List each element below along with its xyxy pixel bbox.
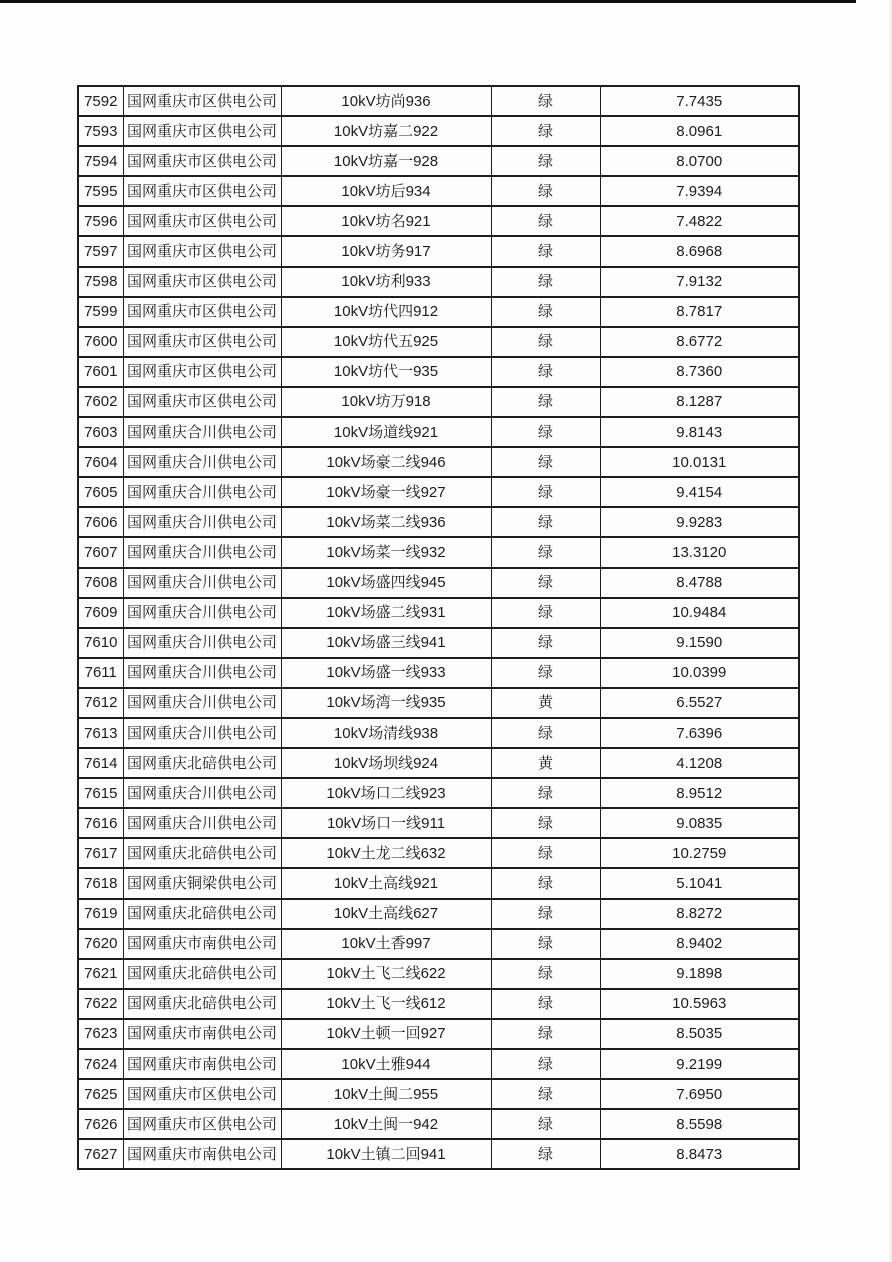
line-name-cell: 10kV土高线921 <box>281 868 491 898</box>
company-cell: 国网重庆北碚供电公司 <box>123 989 281 1019</box>
table-row <box>78 688 799 718</box>
company-cell: 国网重庆市区供电公司 <box>123 387 281 417</box>
company-cell: 国网重庆市南供电公司 <box>123 1019 281 1049</box>
value-cell: 7.4822 <box>600 206 799 236</box>
value-cell: 9.9283 <box>600 507 799 537</box>
serial-number-cell: 7627 <box>78 1139 123 1169</box>
table-row <box>78 297 799 327</box>
page-top-edge <box>0 0 856 3</box>
table-row <box>78 868 799 898</box>
table-row <box>78 267 799 297</box>
value-cell: 8.1287 <box>600 387 799 417</box>
status-cell: 绿 <box>491 868 600 898</box>
serial-number-cell: 7598 <box>78 267 123 297</box>
company-cell: 国网重庆市区供电公司 <box>123 206 281 236</box>
company-cell: 国网重庆市区供电公司 <box>123 1109 281 1139</box>
line-name-cell: 10kV场盛三线941 <box>281 628 491 658</box>
serial-number-cell: 7625 <box>78 1079 123 1109</box>
status-cell: 绿 <box>491 568 600 598</box>
company-cell: 国网重庆合川供电公司 <box>123 417 281 447</box>
status-cell: 绿 <box>491 989 600 1019</box>
serial-number-cell: 7621 <box>78 959 123 989</box>
status-cell: 黄 <box>491 748 600 778</box>
line-name-cell: 10kV场盛四线945 <box>281 568 491 598</box>
value-cell: 8.4788 <box>600 568 799 598</box>
status-cell: 绿 <box>491 116 600 146</box>
serial-number-cell: 7609 <box>78 598 123 628</box>
status-cell: 绿 <box>491 1019 600 1049</box>
status-cell: 绿 <box>491 899 600 929</box>
table-row <box>78 1139 799 1169</box>
serial-number-cell: 7626 <box>78 1109 123 1139</box>
line-name-cell: 10kV场道线921 <box>281 417 491 447</box>
status-cell: 绿 <box>491 838 600 868</box>
serial-number-cell: 7600 <box>78 327 123 357</box>
serial-number-cell: 7611 <box>78 658 123 688</box>
company-cell: 国网重庆合川供电公司 <box>123 507 281 537</box>
status-cell: 绿 <box>491 718 600 748</box>
company-cell: 国网重庆合川供电公司 <box>123 537 281 567</box>
status-cell: 绿 <box>491 146 600 176</box>
serial-number-cell: 7618 <box>78 868 123 898</box>
value-cell: 7.6950 <box>600 1079 799 1109</box>
line-name-cell: 10kV场清线938 <box>281 718 491 748</box>
line-name-cell: 10kV坊代四912 <box>281 297 491 327</box>
table-row <box>78 447 799 477</box>
status-cell: 绿 <box>491 477 600 507</box>
serial-number-cell: 7607 <box>78 537 123 567</box>
status-cell: 绿 <box>491 537 600 567</box>
status-cell: 绿 <box>491 1049 600 1079</box>
table-row <box>78 1079 799 1109</box>
line-name-cell: 10kV坊万918 <box>281 387 491 417</box>
company-cell: 国网重庆北碚供电公司 <box>123 959 281 989</box>
serial-number-cell: 7594 <box>78 146 123 176</box>
table-row <box>78 1049 799 1079</box>
company-cell: 国网重庆铜梁供电公司 <box>123 868 281 898</box>
serial-number-cell: 7617 <box>78 838 123 868</box>
status-cell: 绿 <box>491 929 600 959</box>
company-cell: 国网重庆市区供电公司 <box>123 116 281 146</box>
status-cell: 绿 <box>491 1109 600 1139</box>
table-row <box>78 146 799 176</box>
value-cell: 7.6396 <box>600 718 799 748</box>
company-cell: 国网重庆合川供电公司 <box>123 628 281 658</box>
table-row <box>78 507 799 537</box>
table-row <box>78 899 799 929</box>
status-cell: 绿 <box>491 387 600 417</box>
value-cell: 8.6968 <box>600 236 799 266</box>
line-name-cell: 10kV场坝线924 <box>281 748 491 778</box>
company-cell: 国网重庆市区供电公司 <box>123 267 281 297</box>
line-name-cell: 10kV土闽二955 <box>281 1079 491 1109</box>
serial-number-cell: 7608 <box>78 568 123 598</box>
status-cell: 绿 <box>491 236 600 266</box>
company-cell: 国网重庆市区供电公司 <box>123 236 281 266</box>
status-cell: 绿 <box>491 959 600 989</box>
table-row <box>78 206 799 236</box>
value-cell: 7.9132 <box>600 267 799 297</box>
table-row <box>78 628 799 658</box>
line-name-cell: 10kV场菜二线936 <box>281 507 491 537</box>
value-cell: 9.2199 <box>600 1049 799 1079</box>
serial-number-cell: 7623 <box>78 1019 123 1049</box>
value-cell: 8.5598 <box>600 1109 799 1139</box>
report-table-body <box>78 86 799 1169</box>
company-cell: 国网重庆市区供电公司 <box>123 327 281 357</box>
company-cell: 国网重庆合川供电公司 <box>123 477 281 507</box>
table-row <box>78 598 799 628</box>
company-cell: 国网重庆北碚供电公司 <box>123 748 281 778</box>
value-cell: 13.3120 <box>600 537 799 567</box>
serial-number-cell: 7613 <box>78 718 123 748</box>
line-name-cell: 10kV坊代一935 <box>281 357 491 387</box>
line-name-cell: 10kV场菜一线932 <box>281 537 491 567</box>
table-row <box>78 658 799 688</box>
value-cell: 8.7360 <box>600 357 799 387</box>
line-name-cell: 10kV土高线627 <box>281 899 491 929</box>
value-cell: 8.7817 <box>600 297 799 327</box>
company-cell: 国网重庆合川供电公司 <box>123 658 281 688</box>
line-name-cell: 10kV坊嘉一928 <box>281 146 491 176</box>
serial-number-cell: 7612 <box>78 688 123 718</box>
company-cell: 国网重庆市区供电公司 <box>123 1079 281 1109</box>
value-cell: 5.1041 <box>600 868 799 898</box>
company-cell: 国网重庆合川供电公司 <box>123 778 281 808</box>
status-cell: 绿 <box>491 598 600 628</box>
value-cell: 8.8473 <box>600 1139 799 1169</box>
status-cell: 绿 <box>491 628 600 658</box>
serial-number-cell: 7604 <box>78 447 123 477</box>
status-cell: 绿 <box>491 357 600 387</box>
value-cell: 7.7435 <box>600 86 799 116</box>
line-name-cell: 10kV土闽一942 <box>281 1109 491 1139</box>
serial-number-cell: 7597 <box>78 236 123 266</box>
status-cell: 绿 <box>491 658 600 688</box>
value-cell: 8.5035 <box>600 1019 799 1049</box>
serial-number-cell: 7605 <box>78 477 123 507</box>
value-cell: 10.5963 <box>600 989 799 1019</box>
company-cell: 国网重庆市区供电公司 <box>123 357 281 387</box>
company-cell: 国网重庆合川供电公司 <box>123 718 281 748</box>
serial-number-cell: 7601 <box>78 357 123 387</box>
serial-number-cell: 7622 <box>78 989 123 1019</box>
line-name-cell: 10kV场豪二线946 <box>281 447 491 477</box>
value-cell: 9.1590 <box>600 628 799 658</box>
table-row <box>78 116 799 146</box>
line-name-cell: 10kV土飞二线622 <box>281 959 491 989</box>
table-row <box>78 808 799 838</box>
table-row <box>78 1019 799 1049</box>
value-cell: 8.6772 <box>600 327 799 357</box>
table-row <box>78 1109 799 1139</box>
serial-number-cell: 7603 <box>78 417 123 447</box>
status-cell: 绿 <box>491 327 600 357</box>
value-cell: 4.1208 <box>600 748 799 778</box>
line-name-cell: 10kV坊名921 <box>281 206 491 236</box>
table-row <box>78 327 799 357</box>
status-cell: 绿 <box>491 86 600 116</box>
table-row <box>78 718 799 748</box>
serial-number-cell: 7614 <box>78 748 123 778</box>
company-cell: 国网重庆市区供电公司 <box>123 146 281 176</box>
table-row <box>78 929 799 959</box>
line-name-cell: 10kV土香997 <box>281 929 491 959</box>
line-name-cell: 10kV土雅944 <box>281 1049 491 1079</box>
line-name-cell: 10kV土镇二回941 <box>281 1139 491 1169</box>
company-cell: 国网重庆合川供电公司 <box>123 688 281 718</box>
value-cell: 8.0700 <box>600 146 799 176</box>
value-cell: 10.2759 <box>600 838 799 868</box>
line-name-cell: 10kV场盛一线933 <box>281 658 491 688</box>
serial-number-cell: 7620 <box>78 929 123 959</box>
status-cell: 绿 <box>491 1079 600 1109</box>
table-row <box>78 236 799 266</box>
company-cell: 国网重庆北碚供电公司 <box>123 838 281 868</box>
company-cell: 国网重庆北碚供电公司 <box>123 899 281 929</box>
company-cell: 国网重庆市区供电公司 <box>123 297 281 327</box>
table-row <box>78 86 799 116</box>
line-name-cell: 10kV坊尚936 <box>281 86 491 116</box>
table-row <box>78 959 799 989</box>
company-cell: 国网重庆市南供电公司 <box>123 1139 281 1169</box>
serial-number-cell: 7595 <box>78 176 123 206</box>
line-name-cell: 10kV场湾一线935 <box>281 688 491 718</box>
line-name-cell: 10kV场豪一线927 <box>281 477 491 507</box>
value-cell: 10.0131 <box>600 447 799 477</box>
table-row <box>78 387 799 417</box>
status-cell: 绿 <box>491 778 600 808</box>
serial-number-cell: 7624 <box>78 1049 123 1079</box>
value-cell: 8.9402 <box>600 929 799 959</box>
value-cell: 8.8272 <box>600 899 799 929</box>
serial-number-cell: 7616 <box>78 808 123 838</box>
table-row <box>78 357 799 387</box>
serial-number-cell: 7602 <box>78 387 123 417</box>
power-line-report-table <box>77 85 800 1170</box>
company-cell: 国网重庆市南供电公司 <box>123 929 281 959</box>
status-cell: 绿 <box>491 1139 600 1169</box>
serial-number-cell: 7592 <box>78 86 123 116</box>
value-cell: 9.0835 <box>600 808 799 838</box>
value-cell: 10.9484 <box>600 598 799 628</box>
serial-number-cell: 7606 <box>78 507 123 537</box>
status-cell: 绿 <box>491 206 600 236</box>
serial-number-cell: 7610 <box>78 628 123 658</box>
line-name-cell: 10kV土飞一线612 <box>281 989 491 1019</box>
serial-number-cell: 7596 <box>78 206 123 236</box>
line-name-cell: 10kV场口一线911 <box>281 808 491 838</box>
line-name-cell: 10kV坊嘉二922 <box>281 116 491 146</box>
value-cell: 8.0961 <box>600 116 799 146</box>
value-cell: 9.1898 <box>600 959 799 989</box>
line-name-cell: 10kV场盛二线931 <box>281 598 491 628</box>
company-cell: 国网重庆市区供电公司 <box>123 176 281 206</box>
serial-number-cell: 7615 <box>78 778 123 808</box>
value-cell: 7.9394 <box>600 176 799 206</box>
company-cell: 国网重庆市南供电公司 <box>123 1049 281 1079</box>
table-row <box>78 989 799 1019</box>
status-cell: 绿 <box>491 267 600 297</box>
line-name-cell: 10kV场口二线923 <box>281 778 491 808</box>
status-cell: 黄 <box>491 688 600 718</box>
line-name-cell: 10kV坊后934 <box>281 176 491 206</box>
status-cell: 绿 <box>491 176 600 206</box>
value-cell: 6.5527 <box>600 688 799 718</box>
company-cell: 国网重庆合川供电公司 <box>123 568 281 598</box>
status-cell: 绿 <box>491 507 600 537</box>
company-cell: 国网重庆市区供电公司 <box>123 86 281 116</box>
company-cell: 国网重庆合川供电公司 <box>123 447 281 477</box>
value-cell: 8.9512 <box>600 778 799 808</box>
status-cell: 绿 <box>491 808 600 838</box>
table-row <box>78 568 799 598</box>
status-cell: 绿 <box>491 417 600 447</box>
value-cell: 9.8143 <box>600 417 799 447</box>
status-cell: 绿 <box>491 297 600 327</box>
line-name-cell: 10kV坊利933 <box>281 267 491 297</box>
table-row <box>78 176 799 206</box>
serial-number-cell: 7619 <box>78 899 123 929</box>
line-name-cell: 10kV土龙二线632 <box>281 838 491 868</box>
company-cell: 国网重庆合川供电公司 <box>123 808 281 838</box>
table-row <box>78 838 799 868</box>
line-name-cell: 10kV土顿一回927 <box>281 1019 491 1049</box>
company-cell: 国网重庆合川供电公司 <box>123 598 281 628</box>
value-cell: 9.4154 <box>600 477 799 507</box>
value-cell: 10.0399 <box>600 658 799 688</box>
line-name-cell: 10kV坊代五925 <box>281 327 491 357</box>
serial-number-cell: 7599 <box>78 297 123 327</box>
table-row <box>78 477 799 507</box>
table-row <box>78 778 799 808</box>
table-row <box>78 417 799 447</box>
table-row <box>78 537 799 567</box>
serial-number-cell: 7593 <box>78 116 123 146</box>
status-cell: 绿 <box>491 447 600 477</box>
line-name-cell: 10kV坊务917 <box>281 236 491 266</box>
table-row <box>78 748 799 778</box>
